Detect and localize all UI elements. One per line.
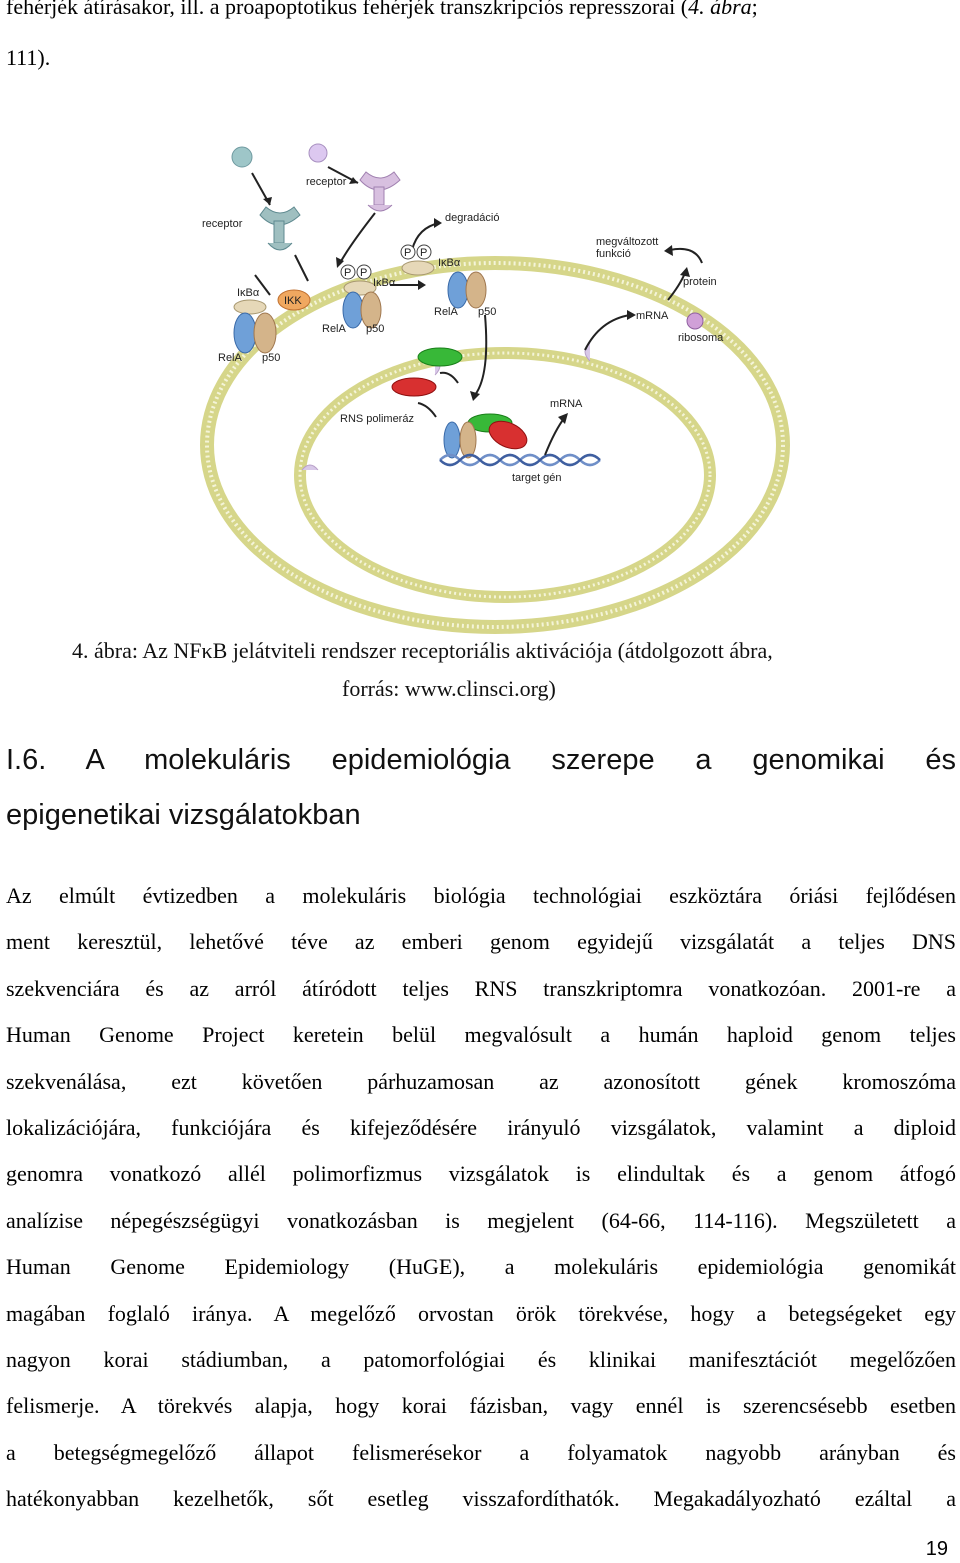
paragraph-line: Az elmúlt évtizedben a molekuláris biológia technológiai eszköztára óriási fejlődésen	[6, 883, 956, 908]
heading-word: szerepe	[551, 744, 655, 776]
page-number: 19	[925, 1538, 948, 1560]
heading-word: I.6.	[6, 744, 47, 776]
label-p50-3: p50	[478, 306, 497, 318]
ribosome-shape	[687, 313, 703, 329]
label-mrna-nucleus: mRNA	[550, 398, 583, 410]
top-text-line-1	[6, 0, 758, 20]
top-text-line-2: 111).	[6, 45, 51, 70]
paragraph-line: nagyon korai stádiumban, a patomorfológiai és klinikai manifesztációt megelőzően	[6, 1347, 956, 1372]
label-p-1: P	[344, 267, 352, 279]
top-text-end: ;	[751, 0, 758, 19]
label-receptor-left: receptor	[202, 218, 243, 230]
label-target-gen: target gén	[512, 472, 562, 484]
heading-word: molekuláris	[144, 744, 291, 776]
paragraph-line: genomra vonatkozó allél polimorfizmus vizsgálatok is elindultak és a genom átfogó	[6, 1161, 956, 1187]
label-degradacio: degradáció	[445, 212, 500, 224]
paragraph-line: szekvenciára és az arról átíródott teljes RNS transzkriptomra vonatkozóan. 2001-re a	[6, 975, 956, 1001]
label-ikba-3: IκBα	[438, 257, 461, 269]
label-megvaltozott: megváltozott	[596, 236, 659, 248]
nfkb-signaling-diagram	[190, 135, 790, 635]
label-rela-2: RelA	[322, 323, 346, 335]
top-text-main: fehérjék átírásakor, ill. a proapoptotikus fehérjék transzkripciós represszorai (	[6, 0, 689, 19]
heading-word: a	[695, 744, 712, 776]
figure-caption-line-1: 4. ábra: Az NFκB jelátviteli rendszer receptoriális aktivációja (átdolgozott ábra,	[72, 638, 773, 663]
label-p-4: P	[420, 247, 428, 259]
label-p50-2: p50	[366, 323, 385, 335]
label-rns-polimeraz: RNS polimeráz	[340, 413, 414, 425]
label-mrna-cytoplasm: mRNA	[636, 310, 669, 322]
label-ikba-1: IκBα	[237, 287, 260, 299]
heading-word: és	[925, 744, 957, 776]
label-p-3: P	[404, 247, 412, 259]
label-receptor-top: receptor	[306, 176, 347, 188]
label-funkcio: funkció	[596, 248, 631, 260]
paragraph-line: magában foglaló iránya. A megelőző orvostan örök törekvése, hogy a betegségeket egy	[6, 1300, 956, 1326]
heading-word: A	[85, 744, 104, 776]
ligand-ball-1	[232, 147, 252, 167]
receptor-left-shape	[260, 207, 300, 250]
label-p50-1: p50	[262, 352, 281, 364]
ligand-ball-2	[309, 144, 327, 162]
section-heading-line-2: epigenetikai vizsgálatokban	[6, 799, 361, 831]
label-p-2: P	[360, 267, 368, 279]
rns-polymerase-green	[418, 348, 462, 366]
paragraph-line: analízise népegészségügyi vonatkozásban is megjelent (64-66, 114-116). Megszületett a	[6, 1207, 956, 1233]
label-ikk: IKK	[284, 295, 302, 307]
heading-word: epidemiológia	[331, 744, 511, 776]
paragraph-line: lokalizációjára, funkciójára és kifejeződésére irányuló vizsgálatok, valamint a diploid	[6, 1115, 956, 1140]
label-ribosoma: ribosoma	[678, 332, 724, 344]
label-rela-1: RelA	[218, 352, 242, 364]
paragraph-line: hatékonyabban kezelhetők, sőt esetleg visszafordíthatók. Megakadályozható ezáltal a	[6, 1486, 956, 1512]
paragraph-line: Human Genome Project keretein belül megvalósult a humán haploid genom teljes	[6, 1022, 956, 1048]
paragraph-line: a betegségmegelőző állapot felismerésekor a folyamatok nagyobb arányban és	[6, 1439, 956, 1465]
paragraph-line: felismerje. A törekvés alapja, hogy korai fázisban, vagy ennél is szerencsésebb esetben	[6, 1393, 956, 1419]
heading-word: genomikai	[752, 744, 885, 776]
dna-helix	[440, 455, 600, 465]
receptor-top-shape	[360, 172, 400, 211]
paragraph-line: ment keresztül, lehetővé téve az emberi genom egyidejű vizsgálatát a teljes DNS	[6, 929, 956, 955]
paragraph-line: szekvenálása, ezt követően párhuzamosan az azonosított gének kromoszóma	[6, 1068, 956, 1094]
label-protein: protein	[683, 276, 717, 288]
label-rela-3: RelA	[434, 306, 458, 318]
rns-polymerase-red	[392, 378, 436, 396]
figure-reference: 4. ábra	[688, 0, 752, 19]
section-heading-line-1	[6, 744, 956, 777]
paragraph-line: Human Genome Epidemiology (HuGE), a molekuláris epidemiológia genomikát	[6, 1254, 956, 1280]
figure-caption-line-2: forrás: www.clinsci.org)	[342, 676, 556, 701]
label-ikba-2: IκBα	[373, 277, 396, 289]
